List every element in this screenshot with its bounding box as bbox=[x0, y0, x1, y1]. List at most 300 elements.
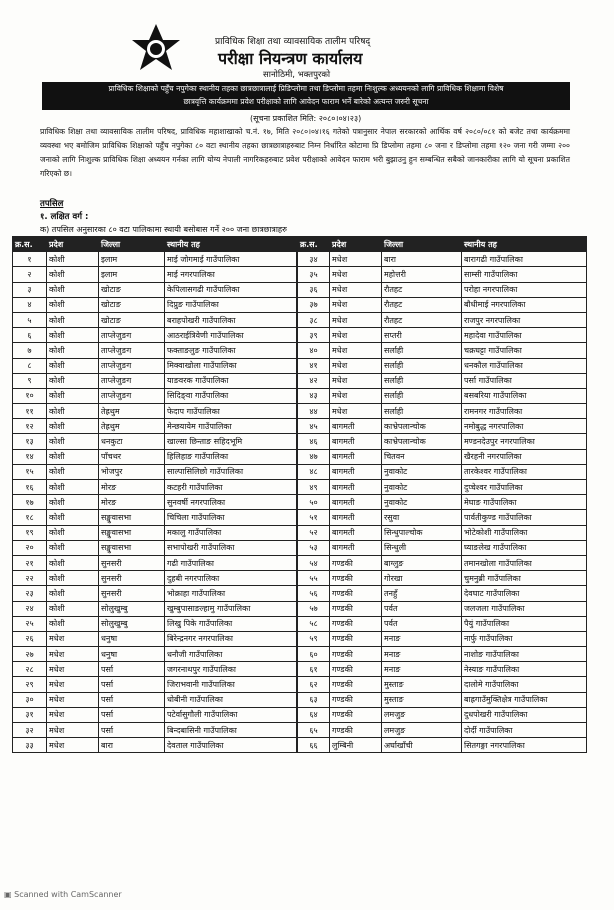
province-cell: कोशी bbox=[47, 555, 99, 570]
table-row bbox=[13, 510, 297, 525]
district-cell: ताप्लेजुङग bbox=[99, 358, 165, 373]
local-level-cell: बिरेन्द्रनगर नगरपालिका bbox=[165, 631, 297, 646]
table-row bbox=[298, 631, 587, 646]
local-level-cell: साल्पासिलिछो गाउँपालिका bbox=[165, 464, 297, 479]
table-row bbox=[298, 449, 587, 464]
district-cell: पर्वत bbox=[382, 601, 462, 616]
table-row bbox=[298, 343, 587, 358]
serial-cell: ५५ bbox=[298, 571, 330, 586]
serial-cell: २५ bbox=[13, 616, 47, 631]
district-cell: पर्सा bbox=[99, 707, 165, 722]
table-row bbox=[298, 495, 587, 510]
district-cell: पर्वत bbox=[382, 616, 462, 631]
table-row bbox=[298, 692, 587, 707]
serial-cell: ५३ bbox=[298, 540, 330, 555]
province-cell: गण्डकी bbox=[330, 677, 382, 692]
province-cell: कोशी bbox=[47, 480, 99, 495]
province-cell: कोशी bbox=[47, 419, 99, 434]
serial-cell: ५४ bbox=[298, 555, 330, 570]
banner-line-1: प्राविधिक शिक्षाको पहुँच नपुगेका स्थानीय तहका छात्रछात्रालाई प्रिडिप्लोमा तथा डिप्लोमा तहमा निःशुल्क अध्ययनको लागि प्राविधिक शिक्षामा विशेष bbox=[108, 84, 504, 93]
table-row bbox=[13, 419, 297, 434]
district-cell: मनाङ bbox=[382, 647, 462, 662]
table-row bbox=[298, 404, 587, 419]
scanner-watermark bbox=[4, 890, 122, 899]
serial-cell: ३५ bbox=[298, 267, 330, 282]
province-cell: गण्डकी bbox=[330, 707, 382, 722]
district-cell: भोजपुर bbox=[99, 464, 165, 479]
local-level-cell: याङवरक गाउँपालिका bbox=[165, 373, 297, 388]
serial-cell: १६ bbox=[13, 480, 47, 495]
province-cell: कोशी bbox=[47, 297, 99, 312]
notice-paragraph: प्राविधिक शिक्षा तथा व्यावसायिक तालीम परिषद, प्राविधिक महाशाखाको च.नं. १७, मिति २०८०।०४।१६ गतेको पत्रानुसार नेपाल सरकारको आर्थिक वर्ष २०८०/०८१ को बजेट तथा कार्यक्रममा व्यवस्था भए बमोजिम प्राविधिक शिक्षाको पहुँच नपुगेका ८० वटा स्थानीय तहका छात्रछात्राहरुबाट निम्न निर्धारित कोटामा प्रि डिप्लोमा तहमा ८० जना र डिप्लोमा तहमा १२० जना गरी जम्मा २०० जनाको लागि निःशुल्क प्राविधिक शिक्षा अध्ययन गर्नका लागि योग्य नेपाली नागरिकहरुबाट प्रवेश परीक्षाको आवेदन फाराम भरी बुझाउनु हुन सम्बन्धित सबैको जानकारीका लागि यो सूचना प्रकाशित गरिएको छ। bbox=[40, 127, 570, 178]
serial-cell: ६५ bbox=[298, 723, 330, 738]
district-cell: रौतहट bbox=[382, 312, 462, 327]
district-cell: लमजुङ bbox=[382, 723, 462, 738]
serial-cell: १९ bbox=[13, 525, 47, 540]
district-cell: खोटाङ bbox=[99, 282, 165, 297]
table-row bbox=[298, 540, 587, 555]
district-cell: नुवाकोट bbox=[382, 495, 462, 510]
table-row bbox=[298, 555, 587, 570]
local-level-cell: बराहपोखरी गाउँपालिका bbox=[165, 312, 297, 327]
district-cell: सर्लाही bbox=[382, 404, 462, 419]
province-cell: कोशी bbox=[47, 373, 99, 388]
table-row bbox=[298, 312, 587, 327]
table-row bbox=[298, 464, 587, 479]
province-cell: कोशी bbox=[47, 525, 99, 540]
local-level-cell: साम्सी गाउँपालिका bbox=[462, 267, 587, 282]
office-title: परीक्षा नियन्त्रण कार्यालय bbox=[218, 49, 363, 68]
table-row bbox=[298, 267, 587, 282]
local-level-cell: तमानखोला गाउँपालिका bbox=[462, 555, 587, 570]
serial-cell: ४८ bbox=[298, 464, 330, 479]
local-level-cell: फेदाप गाउँपालिका bbox=[165, 404, 297, 419]
local-level-cell: पर्सा गाउँपालिका bbox=[462, 373, 587, 388]
province-cell: मधेश bbox=[47, 707, 99, 722]
serial-cell: ३३ bbox=[13, 738, 47, 753]
province-cell: मधेश bbox=[47, 723, 99, 738]
province-cell: बागमती bbox=[330, 540, 382, 555]
province-cell: कोशी bbox=[47, 616, 99, 631]
local-level-cell: चिचिला गाउँपालिका bbox=[165, 510, 297, 525]
local-level-cell: देवताल गाउँपालिका bbox=[165, 738, 297, 753]
district-cell: चितवन bbox=[382, 449, 462, 464]
district-cell: धनुषा bbox=[99, 631, 165, 646]
table-row bbox=[298, 297, 587, 312]
table-row bbox=[13, 252, 297, 267]
district-cell: धनुषा bbox=[99, 647, 165, 662]
province-cell: मधेश bbox=[47, 738, 99, 753]
serial-cell: ४६ bbox=[298, 434, 330, 449]
local-level-cell: राजपुर नगरपालिका bbox=[462, 312, 587, 327]
province-cell: कोशी bbox=[47, 434, 99, 449]
province-cell: कोशी bbox=[47, 464, 99, 479]
district-cell: काभ्रेपलान्चोक bbox=[382, 434, 462, 449]
local-level-cell: नमोबुद्ध नगरपालिका bbox=[462, 419, 587, 434]
district-cell: ताप्लेजुङग bbox=[99, 343, 165, 358]
serial-cell: ५१ bbox=[298, 510, 330, 525]
district-cell: काभ्रेपलान्चोक bbox=[382, 419, 462, 434]
serial-cell: २४ bbox=[13, 601, 47, 616]
table-row bbox=[298, 707, 587, 722]
serial-cell: ६३ bbox=[298, 692, 330, 707]
district-cell: सुनसरी bbox=[99, 586, 165, 601]
table-row bbox=[13, 297, 297, 312]
local-level-cell: दुधपोखरी गाउँपालिका bbox=[462, 707, 587, 722]
district-cell: मनाङ bbox=[382, 631, 462, 646]
province-cell: कोशी bbox=[47, 495, 99, 510]
table-row bbox=[13, 616, 297, 631]
local-level-cell: महादेवा गाउँपालिका bbox=[462, 328, 587, 343]
district-cell: खोटाङ bbox=[99, 297, 165, 312]
table-row bbox=[13, 267, 297, 282]
district-cell: तेह्रथुम bbox=[99, 404, 165, 419]
local-level-cell: पार्वतीकुण्ड गाउँपालिका bbox=[462, 510, 587, 525]
local-level-cell: धोबीनी गाउँपालिका bbox=[165, 692, 297, 707]
table-row bbox=[298, 510, 587, 525]
serial-cell: ३२ bbox=[13, 723, 47, 738]
table-row bbox=[298, 434, 587, 449]
table-row bbox=[298, 388, 587, 403]
serial-cell: ३४ bbox=[298, 252, 330, 267]
district-cell: सिन्धुपाल्चोक bbox=[382, 525, 462, 540]
province-cell: कोशी bbox=[47, 358, 99, 373]
header-district: जिल्ला bbox=[99, 237, 165, 252]
district-cell: सङ्खुवासभा bbox=[99, 540, 165, 555]
province-cell: मधेश bbox=[330, 388, 382, 403]
table-row bbox=[13, 677, 297, 692]
local-level-cell: केपिलासगढी गाउँपालिका bbox=[165, 282, 297, 297]
serial-cell: ५ bbox=[13, 312, 47, 327]
local-level-cell: चक्रघट्टा गाउँपालिका bbox=[462, 343, 587, 358]
serial-cell: १४ bbox=[13, 449, 47, 464]
province-cell: मधेश bbox=[47, 662, 99, 677]
district-cell: रसुवा bbox=[382, 510, 462, 525]
notice-banner bbox=[42, 82, 570, 110]
province-cell: कोशी bbox=[47, 252, 99, 267]
province-cell: गण्डकी bbox=[330, 616, 382, 631]
tapsil-heading: तपसिल bbox=[40, 199, 64, 209]
local-level-cell: माई नगरपालिका bbox=[165, 267, 297, 282]
local-level-cell: तारकेश्वर गाउँपालिका bbox=[462, 464, 587, 479]
table-row bbox=[13, 631, 297, 646]
local-level-cell: नेस्याङ गाउँपालिका bbox=[462, 662, 587, 677]
province-cell: मधेश bbox=[47, 692, 99, 707]
table-row bbox=[13, 388, 297, 403]
serial-cell: २० bbox=[13, 540, 47, 555]
serial-cell: ३९ bbox=[298, 328, 330, 343]
district-cell: सर्लाही bbox=[382, 373, 462, 388]
province-cell: गण्डकी bbox=[330, 647, 382, 662]
district-cell: सङ्खुवासभा bbox=[99, 525, 165, 540]
serial-cell: २८ bbox=[13, 662, 47, 677]
local-level-cell: पैयुं गाउँपालिका bbox=[462, 616, 587, 631]
serial-cell: ५९ bbox=[298, 631, 330, 646]
table-row bbox=[298, 647, 587, 662]
table-row bbox=[13, 464, 297, 479]
serial-cell: २६ bbox=[13, 631, 47, 646]
serial-cell: ३ bbox=[13, 282, 47, 297]
serial-cell: २३ bbox=[13, 586, 47, 601]
local-level-cell: परोहा नगरपालिका bbox=[462, 282, 587, 297]
local-level-cell: जलजला गाउँपालिका bbox=[462, 601, 587, 616]
province-cell: कोशी bbox=[47, 540, 99, 555]
local-level-cell: मण्डनदेउपुर नगरपालिका bbox=[462, 434, 587, 449]
table-row bbox=[13, 282, 297, 297]
serial-cell: ४९ bbox=[298, 480, 330, 495]
table-row bbox=[13, 373, 297, 388]
district-cell: लमजुङ bbox=[382, 707, 462, 722]
province-cell: मधेश bbox=[330, 282, 382, 297]
header-local-level: स्थानीय तह bbox=[462, 237, 587, 252]
local-level-cell: पटेर्वासुगौली गाउँपालिका bbox=[165, 707, 297, 722]
table-row bbox=[13, 328, 297, 343]
serial-cell: ३० bbox=[13, 692, 47, 707]
table-row bbox=[298, 373, 587, 388]
local-level-cell: मेन्छयायेम गाउँपालिका bbox=[165, 419, 297, 434]
district-cell: मुस्ताङ bbox=[382, 692, 462, 707]
local-level-cell: बाह्रगाउँमुक्तिक्षेत्र गाउँपालिका bbox=[462, 692, 587, 707]
local-level-cell: सिदिङ्वा गाउँपालिका bbox=[165, 388, 297, 403]
province-cell: बागमती bbox=[330, 464, 382, 479]
district-cell: तनहुँ bbox=[382, 586, 462, 601]
local-level-cell: धनकौल गाउँपालिका bbox=[462, 358, 587, 373]
table-row bbox=[13, 358, 297, 373]
local-level-cell: खैरहनी नगरपालिका bbox=[462, 449, 587, 464]
serial-cell: ४ bbox=[13, 297, 47, 312]
local-level-cell: हिलिहाङ गाउँपालिका bbox=[165, 449, 297, 464]
local-level-cell: फक्ताङलुङ गाउँपालिका bbox=[165, 343, 297, 358]
district-cell: सिन्धुली bbox=[382, 540, 462, 555]
table-row bbox=[298, 282, 587, 297]
table-header-row bbox=[298, 237, 587, 252]
province-cell: मधेश bbox=[330, 328, 382, 343]
local-level-cell: मकालु गाउँपालिका bbox=[165, 525, 297, 540]
district-cell: पाँचथर bbox=[99, 449, 165, 464]
district-cell: सर्लाही bbox=[382, 388, 462, 403]
province-cell: कोशी bbox=[47, 571, 99, 586]
province-cell: कोशी bbox=[47, 267, 99, 282]
local-level-cell: भोटेकोशी गाउँपालिका bbox=[462, 525, 587, 540]
district-cell: पर्सा bbox=[99, 677, 165, 692]
local-level-cell: देवघाट गाउँपालिका bbox=[462, 586, 587, 601]
province-cell: गण्डकी bbox=[330, 586, 382, 601]
table-row bbox=[298, 328, 587, 343]
table-row bbox=[298, 677, 587, 692]
table-row bbox=[13, 692, 297, 707]
province-cell: मधेश bbox=[330, 373, 382, 388]
serial-cell: ८ bbox=[13, 358, 47, 373]
district-cell: पर्सा bbox=[99, 662, 165, 677]
table-row bbox=[298, 601, 587, 616]
province-cell: मधेश bbox=[330, 312, 382, 327]
province-cell: गण्डकी bbox=[330, 631, 382, 646]
table-row bbox=[13, 647, 297, 662]
serial-cell: ६४ bbox=[298, 707, 330, 722]
serial-cell: ५८ bbox=[298, 616, 330, 631]
province-cell: बागमती bbox=[330, 434, 382, 449]
serial-cell: ४४ bbox=[298, 404, 330, 419]
district-cell: सप्तरी bbox=[382, 328, 462, 343]
serial-cell: ११ bbox=[13, 404, 47, 419]
table-row bbox=[13, 707, 297, 722]
serial-cell: ६२ bbox=[298, 677, 330, 692]
province-cell: मधेश bbox=[47, 631, 99, 646]
header-province: प्रदेश bbox=[330, 237, 382, 252]
serial-cell: ३१ bbox=[13, 707, 47, 722]
province-cell: लुम्बिनी bbox=[330, 738, 382, 753]
district-cell: सङ्खुवासभा bbox=[99, 510, 165, 525]
district-cell: धनकुटा bbox=[99, 434, 165, 449]
province-cell: गण्डकी bbox=[330, 723, 382, 738]
district-cell: रौतहट bbox=[382, 297, 462, 312]
local-level-cell: खाल्सा छिन्ताङ सहिदभूमि bbox=[165, 434, 297, 449]
local-level-cell: सुनवर्षी नगरपालिका bbox=[165, 495, 297, 510]
local-level-cell: घ्याङलेख गाउँपालिका bbox=[462, 540, 587, 555]
province-cell: कोशी bbox=[47, 601, 99, 616]
district-cell: सुनसरी bbox=[99, 555, 165, 570]
district-cell: ताप्लेजुङग bbox=[99, 373, 165, 388]
province-cell: गण्डकी bbox=[330, 571, 382, 586]
local-level-cell: धनौजी गाउँपालिका bbox=[165, 647, 297, 662]
table-row bbox=[13, 586, 297, 601]
serial-cell: ४५ bbox=[298, 419, 330, 434]
serial-cell: २७ bbox=[13, 647, 47, 662]
header-province: प्रदेश bbox=[47, 237, 99, 252]
municipality-table-right bbox=[297, 236, 587, 753]
serial-cell: १३ bbox=[13, 434, 47, 449]
table-row bbox=[13, 404, 297, 419]
local-level-cell: नार्फु गाउँपालिका bbox=[462, 631, 587, 646]
district-cell: सुनसरी bbox=[99, 571, 165, 586]
table-row bbox=[13, 738, 297, 753]
scanner-text: Scanned with CamScanner bbox=[14, 890, 122, 899]
district-cell: इलाम bbox=[99, 252, 165, 267]
table-row bbox=[298, 616, 587, 631]
province-cell: मधेश bbox=[47, 677, 99, 692]
serial-cell: ५६ bbox=[298, 586, 330, 601]
local-level-cell: मेघाङ गाउँपालिका bbox=[462, 495, 587, 510]
publication-date: (सूचना प्रकाशित मिति: २०८०।०४।२३) bbox=[250, 114, 362, 123]
local-level-cell: दुहबी नगरपालिका bbox=[165, 571, 297, 586]
local-level-cell: दुप्चेश्वर गाउँपालिका bbox=[462, 480, 587, 495]
serial-cell: ६१ bbox=[298, 662, 330, 677]
local-level-cell: बौधीमाई नगरपालिका bbox=[462, 297, 587, 312]
table-row bbox=[13, 480, 297, 495]
province-cell: कोशी bbox=[47, 388, 99, 403]
province-cell: गण्डकी bbox=[330, 692, 382, 707]
district-cell: सर्लाही bbox=[382, 358, 462, 373]
local-level-cell: सितगङ्गा नगरपालिका bbox=[462, 738, 587, 753]
district-cell: सर्लाही bbox=[382, 343, 462, 358]
table-row bbox=[298, 571, 587, 586]
serial-cell: १२ bbox=[13, 419, 47, 434]
header-serial: क्र.स. bbox=[298, 237, 330, 252]
table-row bbox=[298, 480, 587, 495]
table-header-row bbox=[13, 237, 297, 252]
banner-line-2: छात्रवृत्ति कार्यक्रममा प्रवेश परीक्षाको लागि आवेदन फाराम भर्ने बारेको अत्यन्त जरुरी सूचना bbox=[183, 97, 429, 106]
serial-cell: १ bbox=[13, 252, 47, 267]
province-cell: मधेश bbox=[330, 343, 382, 358]
section-title: १. लक्षित वर्ग : bbox=[40, 212, 89, 222]
table-row bbox=[13, 601, 297, 616]
district-cell: इलाम bbox=[99, 267, 165, 282]
table-row bbox=[298, 358, 587, 373]
province-cell: कोशी bbox=[47, 404, 99, 419]
table-row bbox=[13, 662, 297, 677]
province-cell: बागमती bbox=[330, 449, 382, 464]
serial-cell: ६६ bbox=[298, 738, 330, 753]
province-cell: कोशी bbox=[47, 586, 99, 601]
local-level-cell: गढी गाउँपालिका bbox=[165, 555, 297, 570]
district-cell: बाग्लुङ bbox=[382, 555, 462, 570]
province-cell: बागमती bbox=[330, 419, 382, 434]
province-cell: बागमती bbox=[330, 510, 382, 525]
serial-cell: ४७ bbox=[298, 449, 330, 464]
serial-cell: ६० bbox=[298, 647, 330, 662]
district-cell: मोरङ bbox=[99, 480, 165, 495]
serial-cell: ३६ bbox=[298, 282, 330, 297]
table-row bbox=[13, 434, 297, 449]
district-cell: मुस्ताङ bbox=[382, 677, 462, 692]
municipality-table-left bbox=[12, 236, 297, 753]
district-cell: मोरङ bbox=[99, 495, 165, 510]
serial-cell: ५० bbox=[298, 495, 330, 510]
serial-cell: १० bbox=[13, 388, 47, 403]
province-cell: बागमती bbox=[330, 495, 382, 510]
province-cell: मधेश bbox=[47, 647, 99, 662]
table-row bbox=[298, 723, 587, 738]
district-cell: ताप्लेजुङग bbox=[99, 388, 165, 403]
serial-cell: ४३ bbox=[298, 388, 330, 403]
table-row bbox=[298, 525, 587, 540]
district-cell: बारा bbox=[382, 252, 462, 267]
local-level-cell: भोक्राहा गाउँपालिका bbox=[165, 586, 297, 601]
district-cell: खोटाङ bbox=[99, 312, 165, 327]
province-cell: बागमती bbox=[330, 525, 382, 540]
government-emblem-icon bbox=[130, 22, 182, 74]
serial-cell: १८ bbox=[13, 510, 47, 525]
council-name: प्राविधिक शिक्षा तथा व्यावसायिक तालीम परिषद् bbox=[215, 37, 371, 47]
local-level-cell: बसबरिया गाउँपालिका bbox=[462, 388, 587, 403]
district-cell: रौतहट bbox=[382, 282, 462, 297]
subsection-title: क) तपसिल अनुसारका ८० वटा पालिकामा स्थायी बसोबास गर्ने २०० जना छात्रछात्राहरु bbox=[40, 225, 287, 234]
district-cell: सोलुखुम्बु bbox=[99, 616, 165, 631]
table-row bbox=[13, 449, 297, 464]
table-row bbox=[13, 555, 297, 570]
office-address: सानोठिमी, भक्तपुरको bbox=[263, 70, 331, 80]
local-level-cell: जगरनाथपुर गाउँपालिका bbox=[165, 662, 297, 677]
table-row bbox=[13, 525, 297, 540]
serial-cell: २९ bbox=[13, 677, 47, 692]
district-cell: महोत्तरी bbox=[382, 267, 462, 282]
province-cell: बागमती bbox=[330, 480, 382, 495]
district-cell: नुवाकोट bbox=[382, 464, 462, 479]
local-level-cell: दोर्दी गाउँपालिका bbox=[462, 723, 587, 738]
serial-cell: ४१ bbox=[298, 358, 330, 373]
province-cell: गण्डकी bbox=[330, 662, 382, 677]
serial-cell: २२ bbox=[13, 571, 47, 586]
local-level-cell: लिखु पिके गाउँपालिका bbox=[165, 616, 297, 631]
header-district: जिल्ला bbox=[382, 237, 462, 252]
serial-cell: ३७ bbox=[298, 297, 330, 312]
province-cell: मधेश bbox=[330, 358, 382, 373]
district-cell: बारा bbox=[99, 738, 165, 753]
header-local-level: स्थानीय तह bbox=[165, 237, 297, 252]
province-cell: मधेश bbox=[330, 267, 382, 282]
province-cell: कोशी bbox=[47, 449, 99, 464]
table-row bbox=[13, 343, 297, 358]
